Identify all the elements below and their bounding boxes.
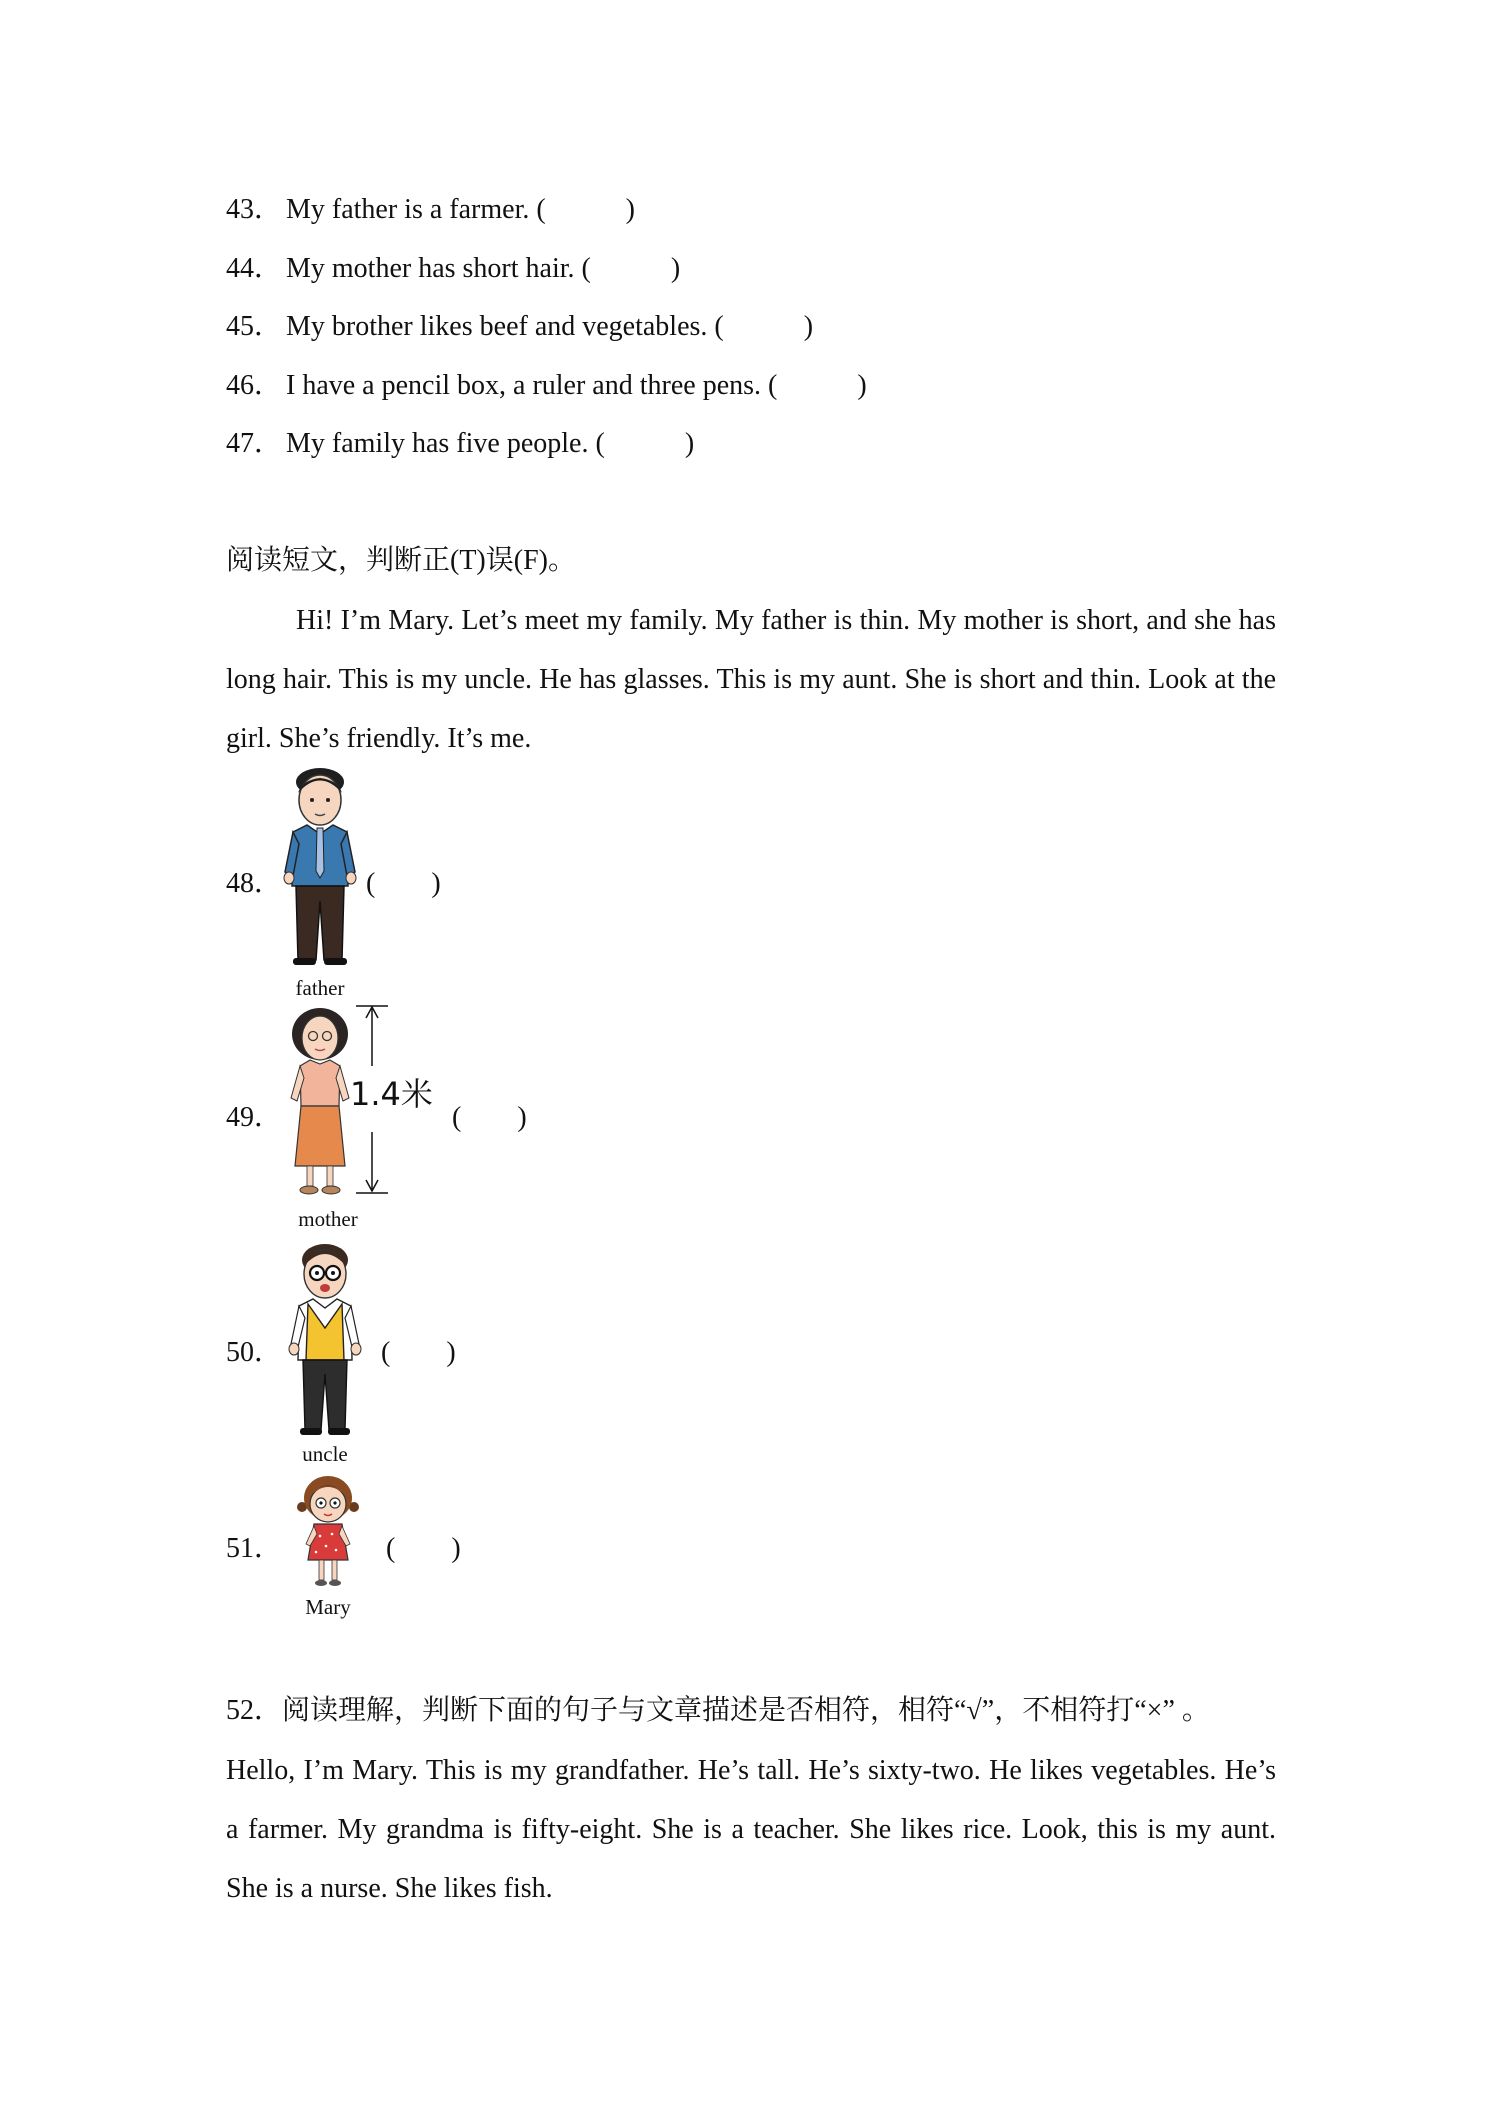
section2-instruction: 阅读短文，判断正(T)误(F)。 <box>226 545 576 576</box>
father-caption: father <box>295 976 345 1000</box>
question-number: 45． <box>226 311 283 342</box>
item-51-number: 51． <box>226 1533 283 1564</box>
question-45 <box>226 307 813 347</box>
answer-bracket-close: ) <box>670 253 681 284</box>
item-49-number: 49． <box>226 1102 283 1133</box>
question-46 <box>226 366 867 406</box>
question-number: 44． <box>226 253 283 284</box>
answer-bracket-close: ) <box>857 370 867 401</box>
answer-bracket-close: ) <box>803 311 814 342</box>
question-number: 43． <box>226 194 283 225</box>
item-51-answer-bracket: ( ) <box>386 1533 461 1564</box>
question-47 <box>226 424 694 464</box>
question-text: My brother likes beef and vegetables. ( <box>286 311 724 342</box>
question-43 <box>226 190 635 230</box>
section3-title: 52．阅读理解，判断下面的句子与文章描述是否相符，相符“√”，不相符打“×” 。 <box>226 1695 1210 1726</box>
question-text: My family has five people. ( <box>286 428 605 459</box>
item-48-number: 48． <box>226 868 283 899</box>
item-48-answer-bracket: ( ) <box>366 868 441 899</box>
question-number: 46． <box>226 370 283 401</box>
uncle-illustration <box>286 1240 364 1440</box>
passage-text: Hi! I’m Mary. Let’s meet my family. My father is thin. My mother is short, and she has long hair. This is my uncle. He has glasses. This is my aunt. She is short and thin. Look at the girl. She’s friendly. It’s me. <box>226 605 1276 754</box>
question-text: My father is a farmer. ( <box>286 194 546 225</box>
mary-caption: Mary <box>305 1595 351 1619</box>
section3-passage: Hello, I’m Mary. This is my grandfather. He’s tall. He’s sixty-two. He likes vegetables. He’s a farmer. My grandma is fifty-eight. She is a teacher. She likes rice. Look, this is my aunt. She is a nurse. She likes fish. <box>226 1755 1276 1904</box>
answer-bracket-close: ) <box>684 428 695 459</box>
question-number: 47． <box>226 428 283 459</box>
question-text: I have a pencil box, a ruler and three pens. ( <box>286 370 778 401</box>
section2-passage <box>226 591 1276 768</box>
mary-illustration <box>288 1472 368 1592</box>
father-illustration <box>280 768 360 973</box>
mother-caption: mother <box>298 1207 358 1231</box>
item-50-answer-bracket: ( ) <box>381 1337 456 1368</box>
answer-bracket-close: ) <box>625 194 635 225</box>
mother-illustration <box>285 1006 355 1201</box>
question-44 <box>226 249 680 289</box>
question-text: My mother has short hair. ( <box>286 253 591 284</box>
item-50-number: 50． <box>226 1337 283 1368</box>
uncle-caption: uncle <box>302 1442 348 1466</box>
item-49-answer-bracket: ( ) <box>452 1102 527 1133</box>
height-label: 1.4米 <box>350 1075 433 1113</box>
